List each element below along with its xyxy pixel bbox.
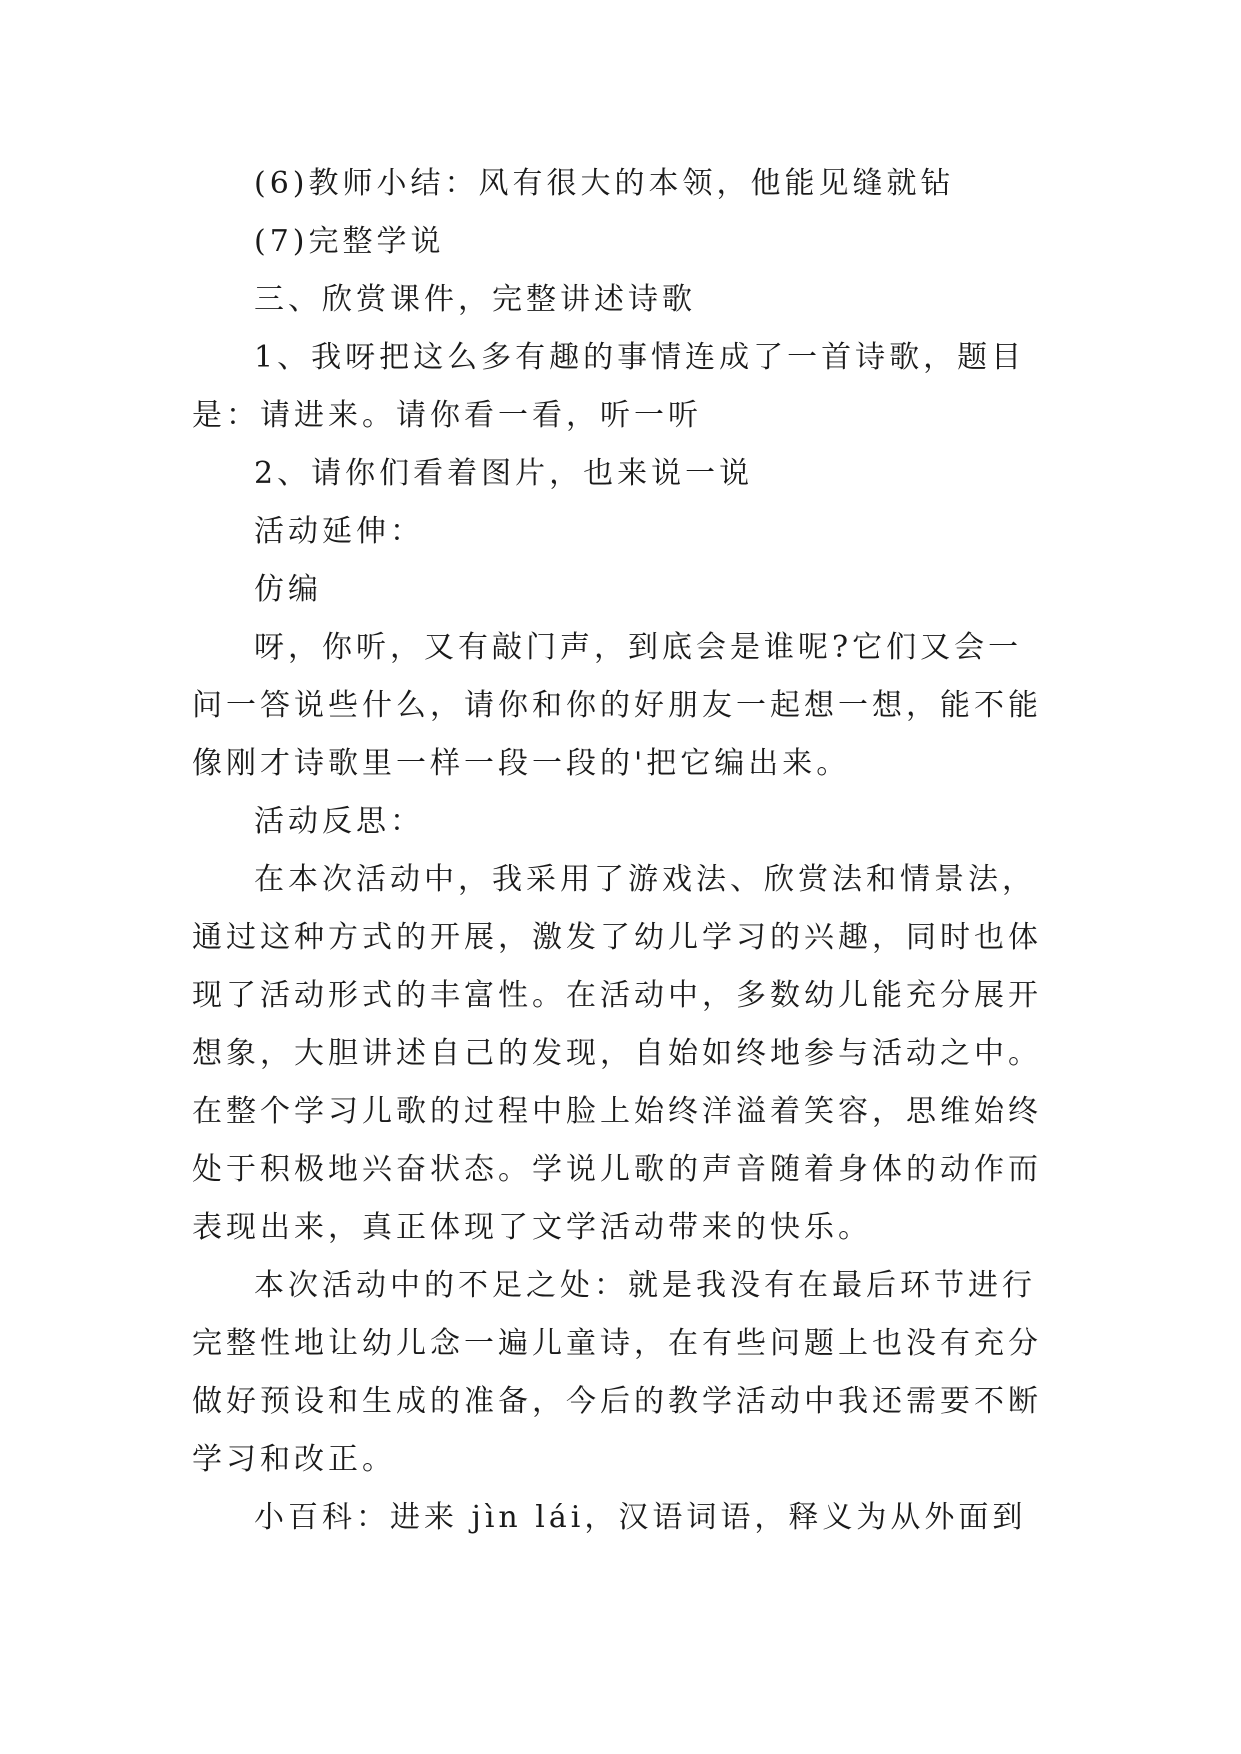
paragraph-knock-door: 呀，你听，又有敲门声，到底会是谁呢?它们又会一问一答说些什么，请你和你的好朋友一起想一想，能不能像刚才诗歌里一样一段一段的'把它编出来。 [192, 630, 1042, 781]
section-heading-appreciate: 三、欣赏课件，完整讲述诗歌 [254, 282, 696, 317]
paragraph-reflection: 在本次活动中，我采用了游戏法、欣赏法和情景法，通过这种方式的开展，激发了幼儿学习的兴趣，同时也体现了活动形式的丰富性。在活动中，多数幼儿能充分展开想象，大胆讲述自己的发现，自始如终地参与活动之中。在整个学习儿歌的过程中脸上始终洋溢着笑容，思维始终处于积极地兴奋状态。学说儿歌的声音随着身体的动作而表现出来，真正体现了文学活动带来的快乐。 [192, 862, 1042, 1245]
paragraph-encyclopedia: 小百科：进来 jìn lái，汉语词语，释义为从外面到 [254, 1500, 1027, 1535]
paragraph-complete-retell: (7)完整学说 [254, 224, 445, 259]
heading-activity-reflection: 活动反思： [254, 804, 424, 839]
document-body [192, 155, 1052, 1547]
paragraph-shortcomings: 本次活动中的不足之处：就是我没有在最后环节进行完整性地让幼儿念一遍儿童诗，在有些问题上也没有充分做好预设和生成的准备，今后的教学活动中我还需要不断学习和改正。 [192, 1268, 1042, 1477]
paragraph-imitation: 仿编 [254, 572, 322, 607]
paragraph-step-1: 1、我呀把这么多有趣的事情连成了一首诗歌，题目是：请进来。请你看一看，听一听 [192, 340, 1026, 433]
paragraph-step-2: 2、请你们看着图片，也来说一说 [254, 456, 754, 491]
paragraph-teacher-summary: (6)教师小结：风有很大的本领，他能见缝就钻 [254, 166, 955, 201]
heading-activity-extension: 活动延伸： [254, 514, 424, 549]
